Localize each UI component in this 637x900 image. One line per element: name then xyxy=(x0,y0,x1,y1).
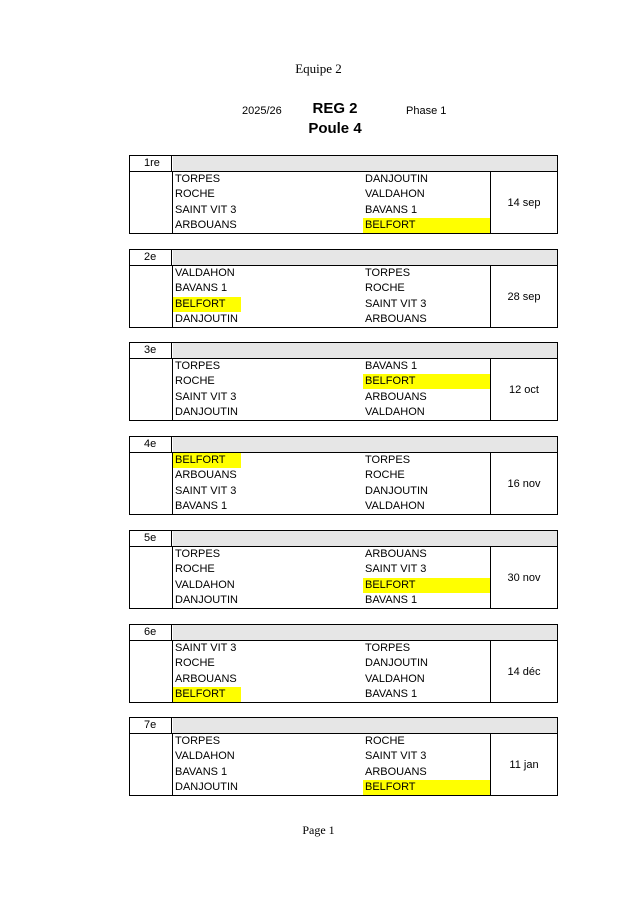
page-number: Page 1 xyxy=(302,823,335,837)
round-header-bar xyxy=(173,250,557,265)
round-table xyxy=(129,436,558,515)
away-team: ROCHE xyxy=(365,735,405,747)
away-team: BELFORT xyxy=(363,780,490,795)
round-date: 14 déc xyxy=(490,641,557,702)
round-label: 6e xyxy=(130,625,172,640)
home-team: SAINT VIT 3 xyxy=(175,204,237,216)
away-team: TORPES xyxy=(365,642,411,654)
round-header xyxy=(130,531,557,547)
home-team: SAINT VIT 3 xyxy=(175,391,237,403)
away-team: ARBOUANS xyxy=(365,548,427,560)
away-team: ARBOUANS xyxy=(365,766,427,778)
round-header xyxy=(130,156,557,172)
round-header-bar xyxy=(173,625,557,640)
round-header-bar xyxy=(173,718,557,733)
home-team: DANJOUTIN xyxy=(175,781,238,793)
phase-label: Phase 1 xyxy=(406,105,447,117)
round-body xyxy=(130,453,557,514)
round-left-cell xyxy=(130,266,173,327)
home-team: BAVANS 1 xyxy=(175,282,228,294)
round-label: 4e xyxy=(130,437,172,452)
home-team: ROCHE xyxy=(175,188,215,200)
round-label: 1re xyxy=(130,156,172,171)
home-team: SAINT VIT 3 xyxy=(175,642,237,654)
home-team: VALDAHON xyxy=(175,750,235,762)
away-team: BAVANS 1 xyxy=(365,360,418,372)
round-table xyxy=(129,624,558,703)
round-header xyxy=(130,625,557,641)
round-label: 2e xyxy=(130,250,172,265)
round-header-bar xyxy=(173,343,557,358)
away-team: SAINT VIT 3 xyxy=(365,563,427,575)
round-left-cell xyxy=(130,453,173,514)
home-team: TORPES xyxy=(175,548,221,560)
team-title: Equipe 2 xyxy=(295,61,342,76)
home-team: DANJOUTIN xyxy=(175,406,238,418)
home-team: SAINT VIT 3 xyxy=(175,485,237,497)
away-team: ROCHE xyxy=(365,469,405,481)
home-team: BAVANS 1 xyxy=(175,766,228,778)
round-date: 30 nov xyxy=(490,547,557,608)
away-team: BAVANS 1 xyxy=(365,594,418,606)
home-team: VALDAHON xyxy=(175,267,235,279)
round-body xyxy=(130,266,557,327)
away-team: BELFORT xyxy=(363,218,490,233)
round-label: 7e xyxy=(130,718,172,733)
round-date: 12 oct xyxy=(490,359,557,420)
away-team: VALDAHON xyxy=(365,406,425,418)
away-team: ROCHE xyxy=(365,282,405,294)
round-header-bar xyxy=(173,437,557,452)
round-header xyxy=(130,437,557,453)
division-title: REG 2 xyxy=(312,100,358,117)
home-team: ARBOUANS xyxy=(175,219,237,231)
away-team: DANJOUTIN xyxy=(365,485,428,497)
round-table xyxy=(129,342,558,421)
round-header xyxy=(130,718,557,734)
away-team: TORPES xyxy=(365,454,411,466)
away-team: TORPES xyxy=(365,267,411,279)
round-table xyxy=(129,249,558,328)
round-left-cell xyxy=(130,359,173,420)
away-team: VALDAHON xyxy=(365,500,425,512)
away-team: BAVANS 1 xyxy=(365,688,418,700)
round-label: 5e xyxy=(130,531,172,546)
away-team: ARBOUANS xyxy=(365,313,427,325)
home-team: ROCHE xyxy=(175,657,215,669)
round-header xyxy=(130,250,557,266)
round-header-bar xyxy=(173,531,557,546)
round-date: 28 sep xyxy=(490,266,557,327)
round-date: 16 nov xyxy=(490,453,557,514)
round-date: 11 jan xyxy=(490,734,557,795)
round-left-cell xyxy=(130,734,173,795)
home-team: ROCHE xyxy=(175,563,215,575)
round-body xyxy=(130,359,557,420)
home-team: BELFORT xyxy=(173,687,241,702)
away-team: BAVANS 1 xyxy=(365,204,418,216)
pool-title: Poule 4 xyxy=(308,120,362,137)
round-body xyxy=(130,734,557,795)
home-team: BELFORT xyxy=(173,297,241,312)
home-team: BELFORT xyxy=(173,453,241,468)
round-table xyxy=(129,155,558,234)
away-team: ARBOUANS xyxy=(365,391,427,403)
home-team: DANJOUTIN xyxy=(175,594,238,606)
away-team: DANJOUTIN xyxy=(365,173,428,185)
home-team: TORPES xyxy=(175,735,221,747)
home-team: TORPES xyxy=(175,173,221,185)
round-date: 14 sep xyxy=(490,172,557,233)
round-body xyxy=(130,547,557,608)
round-left-cell xyxy=(130,641,173,702)
home-team: ARBOUANS xyxy=(175,673,237,685)
home-team: VALDAHON xyxy=(175,579,235,591)
home-team: ARBOUANS xyxy=(175,469,237,481)
round-header xyxy=(130,343,557,359)
round-header-bar xyxy=(173,156,557,171)
season-label: 2025/26 xyxy=(242,105,282,117)
round-body xyxy=(130,641,557,702)
home-team: DANJOUTIN xyxy=(175,313,238,325)
away-team: DANJOUTIN xyxy=(365,657,428,669)
round-label: 3e xyxy=(130,343,172,358)
away-team: SAINT VIT 3 xyxy=(365,298,427,310)
home-team: TORPES xyxy=(175,360,221,372)
away-team: SAINT VIT 3 xyxy=(365,750,427,762)
away-team: VALDAHON xyxy=(365,188,425,200)
away-team: BELFORT xyxy=(363,578,490,593)
round-table xyxy=(129,530,558,609)
home-team: BAVANS 1 xyxy=(175,500,228,512)
away-team: VALDAHON xyxy=(365,673,425,685)
round-table xyxy=(129,717,558,796)
home-team: ROCHE xyxy=(175,375,215,387)
away-team: BELFORT xyxy=(363,374,490,389)
round-left-cell xyxy=(130,172,173,233)
round-left-cell xyxy=(130,547,173,608)
round-body xyxy=(130,172,557,233)
